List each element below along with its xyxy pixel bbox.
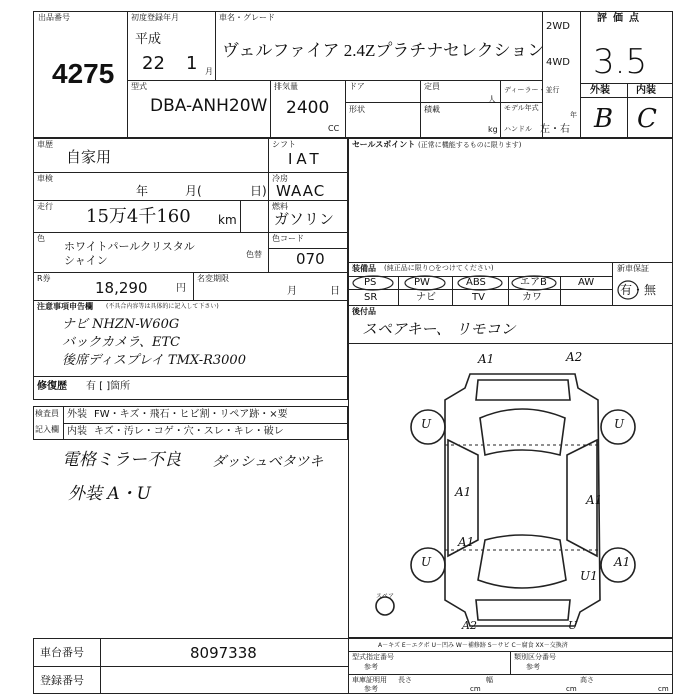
lot-label: 出品番号: [38, 13, 70, 22]
era: 平成: [135, 32, 162, 47]
ac-label: 冷房: [272, 174, 288, 183]
outer-label: 外装: [67, 409, 87, 420]
fuel-value: ガソリン: [274, 210, 335, 228]
equip-pw: PW: [414, 277, 430, 288]
width-label: 幅: [486, 676, 493, 684]
damage-mark: A1: [586, 493, 603, 507]
equipment-label: 装備品: [352, 264, 376, 273]
type-label: 型式: [131, 82, 147, 91]
first-reg-label: 初度登録年月: [131, 13, 179, 22]
repair-label: 修復歴: [37, 381, 67, 392]
km-unit: km: [218, 213, 237, 227]
seat-unit: 人: [488, 95, 496, 104]
cc-unit: CC: [328, 124, 340, 133]
color-label: 色: [37, 234, 45, 243]
inspection-day: 日): [250, 184, 267, 198]
recycle-value: 18,290: [95, 279, 148, 297]
history-value: 自家用: [66, 148, 112, 166]
repair-value: 有 [ ]箇所: [86, 381, 131, 392]
cert-label: 車庫証明用: [352, 676, 387, 684]
model-name: ヴェルファイア 2.4Zプラチナセレクション: [222, 41, 545, 60]
damage-mark: A1: [455, 485, 472, 499]
height-label: 高さ: [580, 676, 594, 684]
dealer-label: ディーラー・並行: [504, 86, 560, 94]
equip-abs: ABS: [466, 277, 486, 288]
handwritten-note-3: 外装 A・U: [68, 484, 152, 504]
notes-label: 注意事項申告欄: [37, 302, 93, 311]
equip-airbag: エアB: [520, 277, 547, 288]
color-value-2: シャイン: [64, 254, 108, 267]
damage-mark: U: [568, 619, 578, 632]
door-label: ドア: [349, 82, 365, 91]
damage-mark: A2: [566, 350, 583, 364]
length-unit: cm: [470, 685, 481, 693]
inspection-month: 月(: [185, 184, 202, 198]
aftermarket-label: 後付品: [352, 307, 376, 316]
equipment-note: (純正品に限り○をつけてください): [384, 264, 494, 272]
damage-mark: U1: [580, 569, 598, 583]
color-value-1: ホワイトパールクリスタル: [64, 240, 195, 253]
damage-legend: A－キズ E－エクボ U－凹み W－補修跡 S－サビ C－腐食 XX－交換済: [378, 642, 568, 649]
nc-day: 日: [330, 286, 340, 297]
shape-label: 形状: [349, 105, 365, 114]
damage-mark: A2: [462, 619, 477, 632]
month-unit: 月: [205, 67, 213, 76]
category-label: 類別区分番号: [514, 653, 556, 661]
history-label: 車歴: [37, 140, 53, 149]
inner-label: 内装: [67, 426, 87, 437]
damage-mark: A1: [614, 555, 631, 569]
handle-label: ハンドル: [504, 125, 532, 133]
fuel-label: 燃料: [272, 202, 288, 211]
chassis-label: 車台番号: [40, 646, 84, 659]
score-label: 評価点: [597, 13, 645, 24]
name-label: 車名・グレード: [219, 13, 275, 22]
interior-grade: C: [637, 104, 657, 134]
outer-items: FW・キズ・飛石・ヒビ割・リペア跡・×要: [94, 409, 288, 420]
reg-label: 登録番号: [40, 674, 84, 687]
name-change-label: 名変期限: [197, 274, 229, 283]
notes-line-3: 後席ディスプレイ TMX-R3000: [62, 353, 246, 368]
load-label: 積載: [424, 105, 440, 114]
damage-mark: U: [421, 555, 432, 569]
ac-value: WAAC: [276, 182, 326, 200]
length-label: 長さ: [398, 676, 412, 684]
notes-sub: (不具合内容等は具体的に記入して下さい): [106, 303, 219, 310]
handwritten-note-2: ダッシュベタツキ: [212, 454, 324, 470]
yen-unit: 円: [176, 283, 186, 294]
equip-sr: SR: [364, 292, 378, 303]
reg-month: 1: [186, 53, 198, 74]
spare-label: スペア: [376, 593, 395, 600]
damage-mark: U: [614, 417, 625, 431]
nc-month: 月: [287, 286, 297, 297]
category-ref: 参考: [526, 663, 540, 671]
drive-4wd: 4WD: [546, 57, 570, 68]
damage-mark: A1: [478, 352, 495, 366]
handle-value: 左・右: [540, 124, 570, 135]
notes-line-2: バックカメラ、ETC: [62, 335, 181, 350]
recycle-label: R券: [37, 274, 51, 283]
sales-point-note: (正常に機能するものに限ります): [418, 141, 522, 149]
height-unit: cm: [658, 685, 669, 693]
disp-label: 排気量: [274, 82, 298, 91]
model-year-label: モデル年式: [504, 104, 539, 112]
equip-tv: TV: [472, 292, 485, 303]
mileage-label: 走行: [37, 202, 53, 211]
aftermarket-value: スペアキー、 リモコン: [362, 320, 516, 338]
type-cert-ref: 参考: [364, 663, 378, 671]
exterior-grade: B: [594, 104, 614, 134]
width-unit: cm: [566, 685, 577, 693]
cert-ref: 参考: [364, 685, 378, 693]
color-code: 070: [296, 250, 325, 268]
inspector-label-1: 検査員: [35, 409, 59, 418]
new-car-value: 有・無: [620, 283, 657, 297]
inspection-label: 車検: [37, 174, 53, 183]
equip-ps: PS: [364, 277, 377, 288]
equip-aw: AW: [578, 277, 595, 288]
seat-label: 定員: [424, 82, 440, 91]
year-unit: 年: [570, 111, 577, 119]
shift-value: IAT: [288, 150, 323, 168]
displacement: 2400: [286, 98, 330, 118]
interior-label: 内装: [636, 85, 656, 96]
exterior-label: 外装: [590, 85, 610, 96]
damage-mark: A1: [458, 535, 475, 549]
color-change-label: 色替: [246, 250, 262, 259]
type-cert-label: 型式指定番号: [352, 653, 394, 661]
kg-unit: kg: [488, 125, 498, 134]
lot-number: 4275: [52, 58, 115, 89]
sales-point-label: セールスポイント: [352, 140, 416, 149]
reg-year: 22: [142, 53, 165, 74]
new-car-label: 新車保証: [617, 264, 649, 273]
drive-2wd: 2WD: [546, 21, 570, 32]
notes-line-1: ナビ NHZN-W60G: [62, 317, 180, 332]
score-value: 3.5: [593, 42, 648, 82]
inner-items: キズ・汚レ・コゲ・穴・スレ・キレ・破レ: [94, 426, 284, 437]
handwritten-note-1: 電格ミラー不良: [62, 450, 181, 470]
color-code-label: 色コード: [272, 234, 304, 243]
inspection-year: 年: [136, 184, 149, 198]
model-code: DBA-ANH20W: [150, 96, 268, 116]
chassis-number: 8097338: [190, 644, 257, 662]
equip-leather: カワ: [522, 292, 542, 303]
inspector-label-2: 記入欄: [35, 425, 59, 434]
equip-navi: ナビ: [416, 292, 436, 303]
mileage-value: 15万4千160: [86, 206, 191, 227]
shift-label: シフト: [272, 140, 296, 149]
damage-mark: U: [421, 417, 432, 431]
